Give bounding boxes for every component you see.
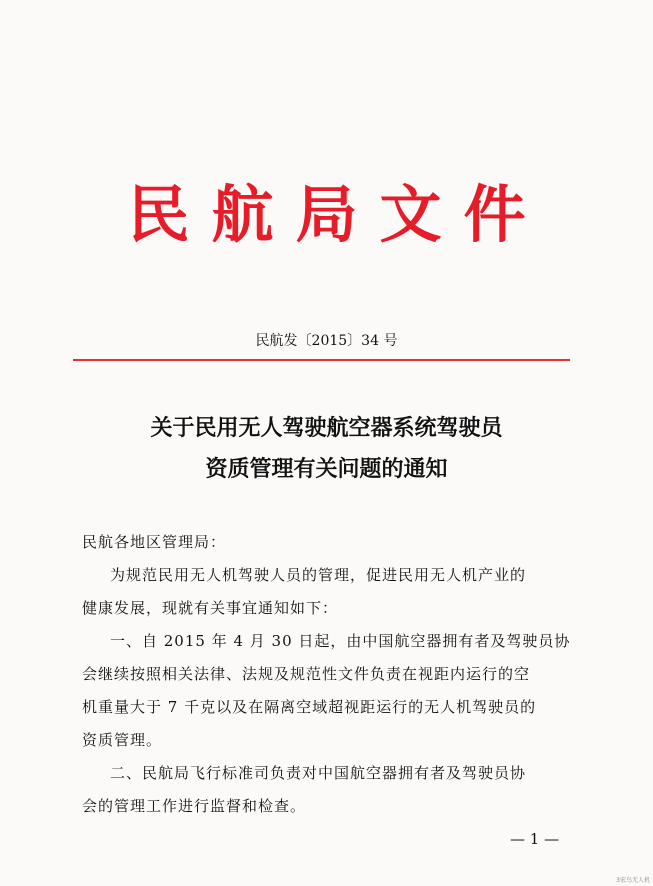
paragraph-line: 为规范民用无人机驾驶人员的管理，促进民用无人机产业的 [110, 566, 527, 584]
paragraph-line: 会的管理工作进行监督和检查。 [82, 797, 307, 815]
watermark-text: 3宏鸟无人机 [616, 877, 650, 884]
salutation: 民航各地区管理局： [82, 533, 227, 551]
notice-title-line-1: 关于民用无人驾驶航空器系统驾驶员 [150, 415, 503, 441]
paragraph-line: 资质管理。 [82, 731, 163, 749]
paragraph-line: 二、民航局飞行标准司负责对中国航空器拥有者及驾驶员协 [110, 764, 527, 782]
paragraph-line: 一、自 2015 年 4 月 30 日起，由中国航空器拥有者及驾驶员协 [110, 632, 571, 650]
red-divider-rule [73, 359, 570, 361]
page-number: — 1 — [510, 830, 560, 848]
paragraph-line: 机重量大于 7 千克以及在隔离空域超视距运行的无人机驾驶员的 [82, 698, 537, 716]
agency-header-title: 民航局文件 [127, 178, 548, 251]
document-number: 民航发〔2015〕34 号 [255, 333, 398, 349]
paragraph-line: 健康发展，现就有关事宜通知如下： [82, 599, 339, 617]
paragraph-line: 会继续按照相关法律、法规及规范性文件负责在视距内运行的空 [82, 665, 531, 683]
notice-title-line-2: 资质管理有关问题的通知 [205, 456, 448, 482]
